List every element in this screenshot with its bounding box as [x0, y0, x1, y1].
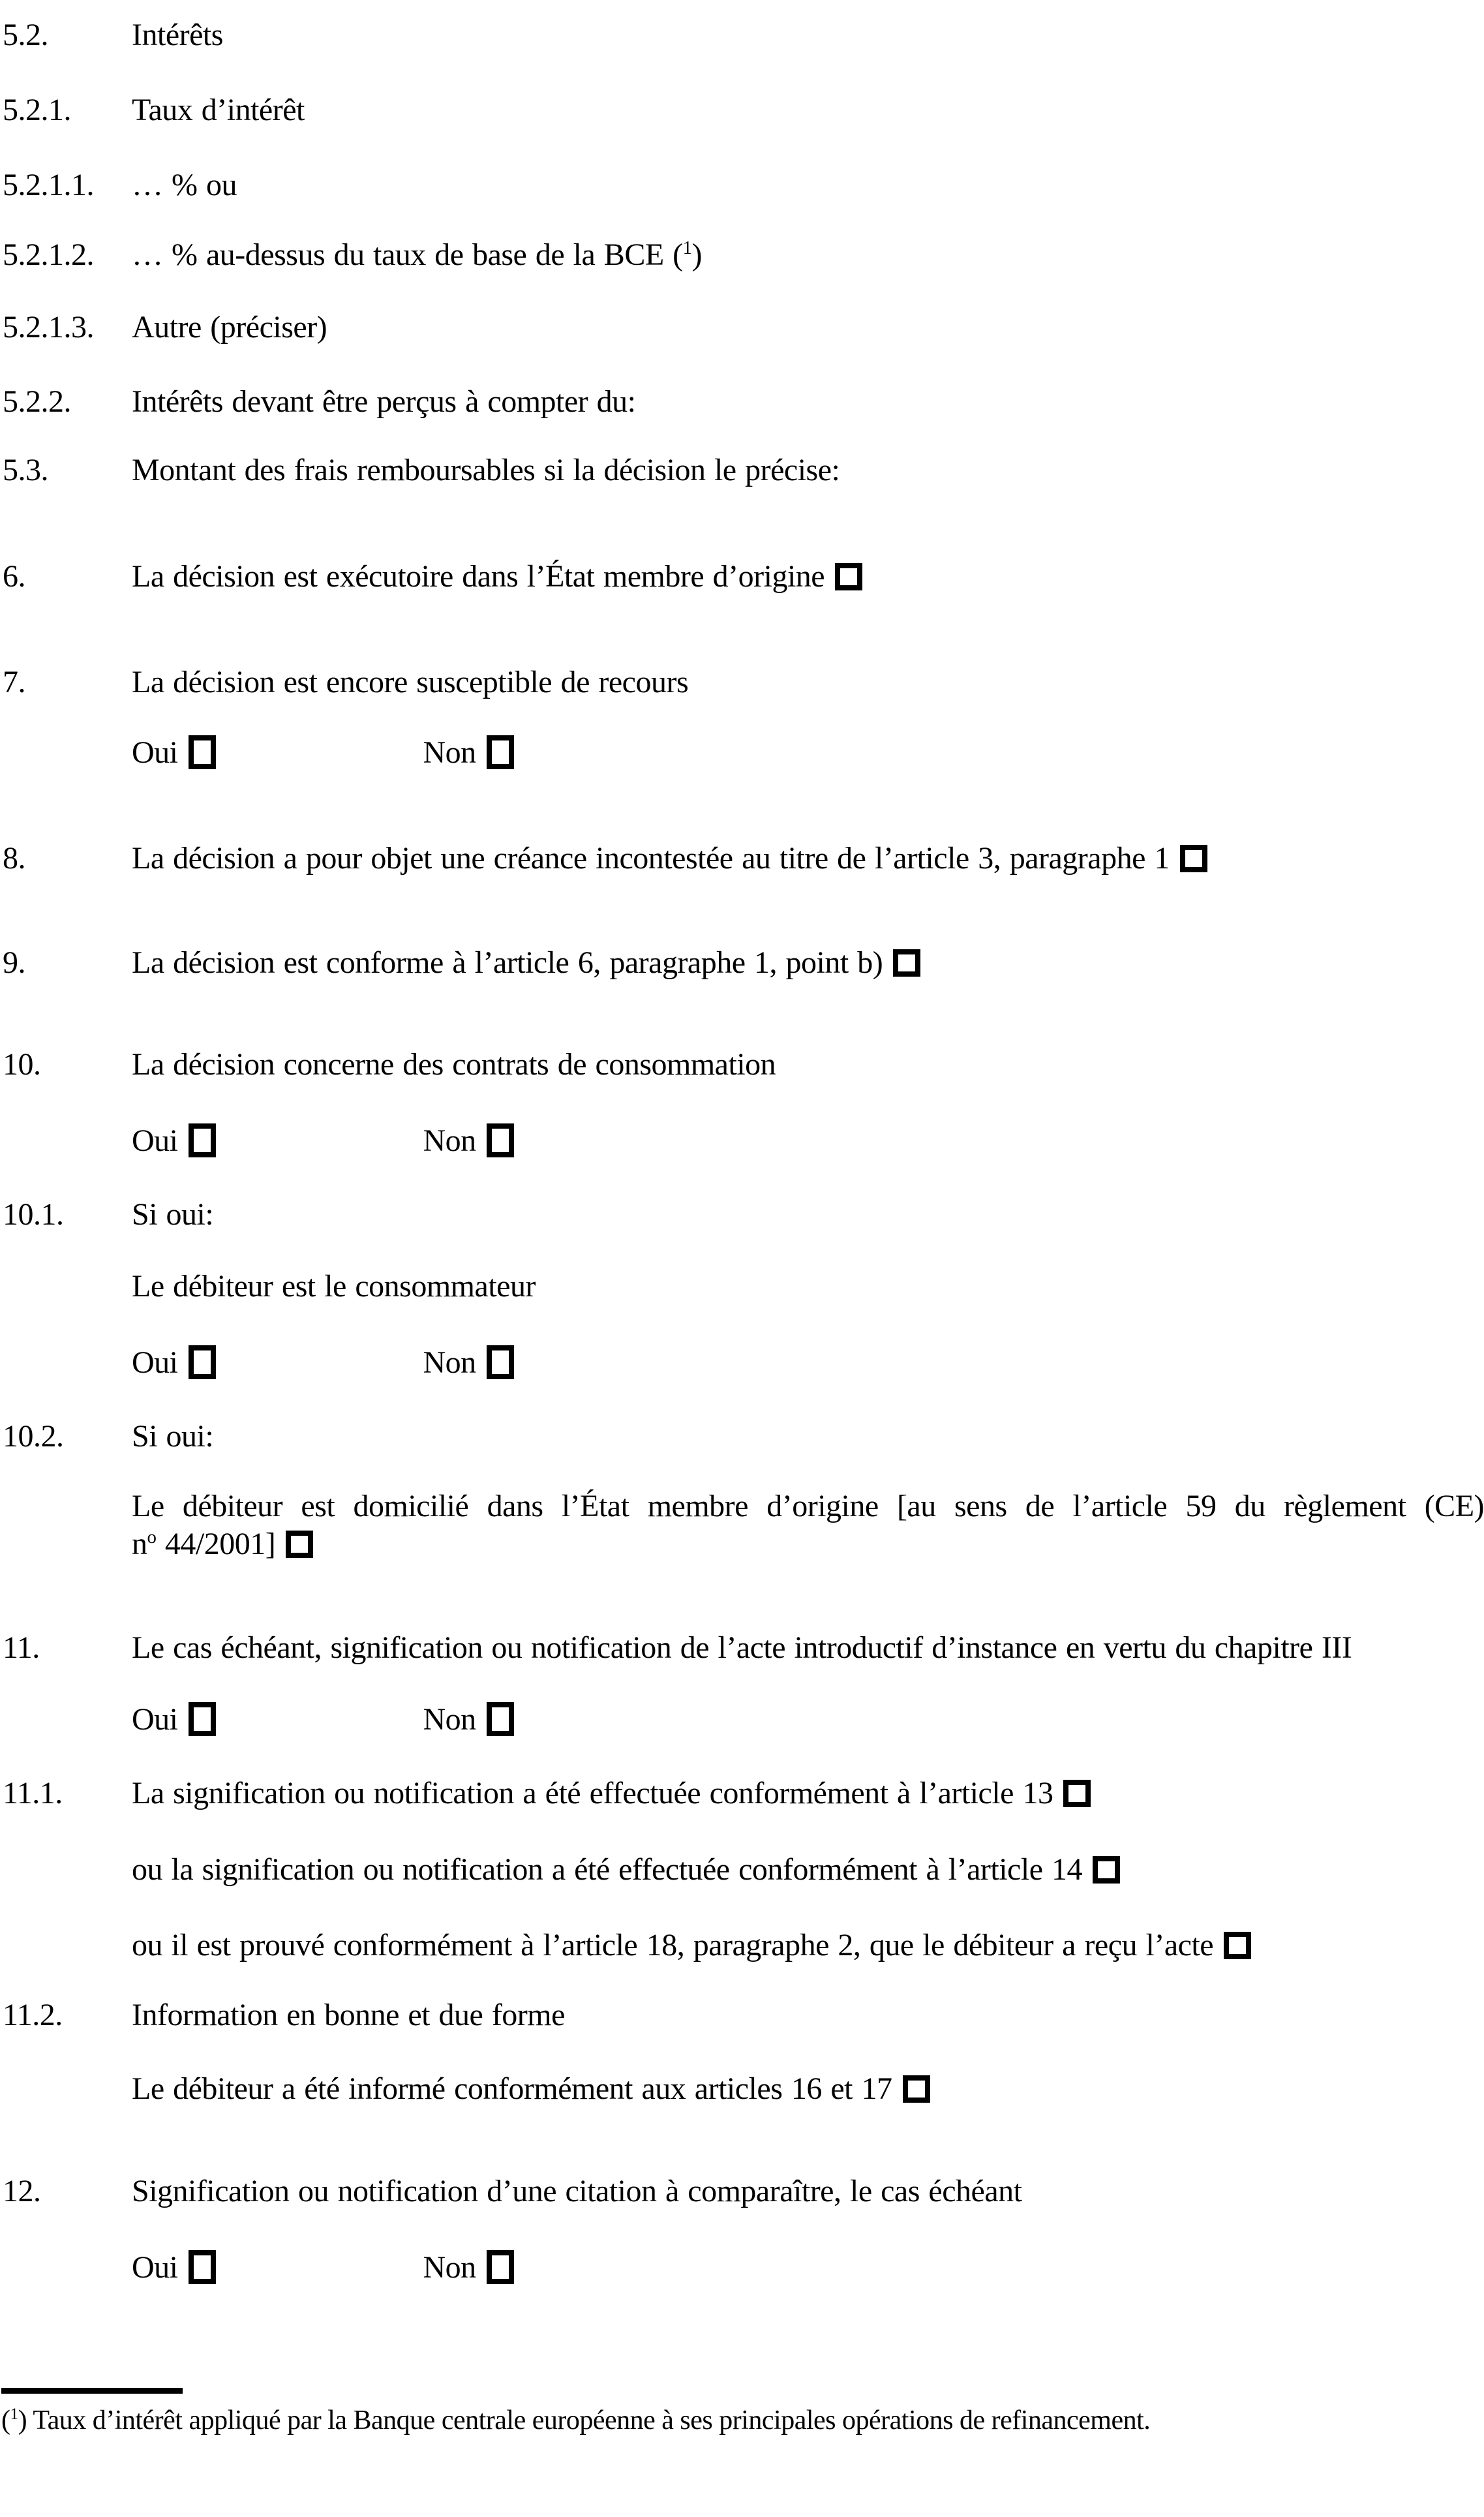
- item-number: 5.2.1.3.: [3, 310, 94, 344]
- no-label: Non: [423, 1345, 476, 1380]
- item-number: 8.: [3, 841, 25, 876]
- no-checkbox[interactable]: [487, 1345, 514, 1379]
- no-label: Non: [423, 2250, 476, 2285]
- item-text: La signification ou notification a été effectuée conformément à l’article 13: [132, 1776, 1053, 1810]
- item-text-wrap: [132, 1196, 1484, 1234]
- yes-no-wrap: [132, 1344, 1484, 1382]
- no-label: Non: [423, 735, 476, 770]
- form-row: [0, 558, 1484, 596]
- item-text: Le débiteur est domicilié dans l’État membre d’origine [au sens de l’article 59 du règlement (CE): [132, 1489, 1484, 1523]
- checkbox[interactable]: [903, 2075, 930, 2103]
- footnote-marker-close: ): [18, 2405, 27, 2435]
- checkbox[interactable]: [893, 949, 920, 977]
- footnote-superscript: 1: [10, 2405, 18, 2423]
- item-number: 12.: [3, 2174, 41, 2208]
- item-text-wrap: [132, 1927, 1484, 1964]
- footnote-text: Taux d’intérêt appliqué par la Banque centrale européenne à ses principales opérations de refinancement.: [33, 2405, 1151, 2435]
- item-number: 7.: [3, 665, 25, 699]
- form-row: [0, 944, 1484, 982]
- footnote: [1, 2403, 1371, 2437]
- item-text-wrap: [132, 1996, 1484, 2034]
- item-text-wrap: [132, 2070, 1484, 2108]
- footnote-marker-open: (: [1, 2405, 10, 2435]
- item-number: 5.2.1.: [3, 93, 71, 127]
- item-text: Si oui:: [132, 1197, 214, 1232]
- item-text: Si oui:: [132, 1419, 214, 1454]
- item-text-wrap: [132, 944, 1484, 982]
- checkbox[interactable]: [286, 1531, 313, 1558]
- yes-no-wrap: [132, 734, 1484, 772]
- yes-label: Oui: [132, 1702, 178, 1737]
- yes-no-row: [0, 2249, 1484, 2287]
- item-number: 5.2.1.1.: [3, 168, 94, 202]
- yes-no-row: [0, 734, 1484, 772]
- form-row: [0, 1196, 1484, 1234]
- item-text-wrap: [132, 236, 1484, 274]
- item-text: La décision est encore susceptible de recours: [132, 665, 689, 699]
- yes-no-wrap: [132, 1122, 1484, 1160]
- item-text-wrap: [132, 1046, 1484, 1084]
- item-text: Le cas échéant, signification ou notification de l’acte introductif d’instance en vertu du chapitre III: [132, 1630, 1352, 1665]
- item-text-tail-wrap: [132, 1527, 313, 1561]
- item-text: Signification ou notification d’une citation à comparaître, le cas échéant: [132, 2174, 1022, 2208]
- form-row: [0, 664, 1484, 701]
- form-row: [0, 236, 1484, 274]
- form-row: [0, 309, 1484, 346]
- yes-label: Oui: [132, 2250, 178, 2285]
- yes-checkbox[interactable]: [189, 1702, 216, 1736]
- form-row: [0, 166, 1484, 204]
- item-text-wrap: [132, 1487, 1484, 1563]
- item-text: … % ou: [132, 168, 237, 202]
- item-text-wrap: [132, 309, 1484, 346]
- item-number: 11.1.: [3, 1776, 63, 1810]
- item-text-post: 44/2001]: [156, 1527, 276, 1561]
- checkbox[interactable]: [1180, 845, 1207, 872]
- item-text-wrap: [132, 1268, 1484, 1305]
- no-checkbox[interactable]: [487, 1123, 514, 1157]
- item-text-wrap: [132, 166, 1484, 204]
- item-text: Intérêts devant être perçus à compter du:: [132, 384, 636, 419]
- item-text-wrap: [132, 1775, 1484, 1812]
- checkbox[interactable]: [1224, 1932, 1251, 1959]
- form-row: [0, 1996, 1484, 2034]
- form-row: [0, 383, 1484, 421]
- superscript: 1: [682, 237, 692, 258]
- yes-no-row: [0, 1701, 1484, 1739]
- item-text: Montant des frais remboursables si la décision le précise:: [132, 453, 840, 487]
- form-row: [0, 1046, 1484, 1084]
- item-text: La décision est conforme à l’article 6, paragraphe 1, point b): [132, 945, 883, 980]
- yes-checkbox[interactable]: [189, 2250, 216, 2284]
- item-number: 5.2.2.: [3, 384, 71, 419]
- form-row: [0, 1629, 1484, 1667]
- item-text-wrap: [132, 664, 1484, 701]
- item-text: La décision a pour objet une créance incontestée au titre de l’article 3, paragraphe 1: [132, 841, 1170, 876]
- yes-no-row: [0, 1122, 1484, 1160]
- form-row: [0, 1268, 1484, 1305]
- yes-checkbox[interactable]: [189, 735, 216, 769]
- yes-no-wrap: [132, 1701, 1484, 1739]
- yes-label: Oui: [132, 1345, 178, 1380]
- item-text-wrap: [132, 383, 1484, 421]
- item-number: 5.2.1.2.: [3, 237, 94, 272]
- superscript: o: [147, 1527, 157, 1548]
- footnote-rule: [1, 2388, 183, 2394]
- item-text: Information en bonne et due forme: [132, 1998, 565, 2032]
- form-row: [0, 1927, 1484, 1964]
- item-number: 10.: [3, 1047, 41, 1082]
- yes-label: Oui: [132, 735, 178, 770]
- item-text: Le débiteur est le consommateur: [132, 1269, 536, 1304]
- item-text-wrap: [132, 16, 1484, 54]
- yes-label: Oui: [132, 1123, 178, 1158]
- item-text-tail: n: [132, 1527, 147, 1561]
- item-text: La décision est exécutoire dans l’État membre d’origine: [132, 559, 825, 594]
- item-text-wrap: [132, 1851, 1484, 1889]
- item-text: ou la signification ou notification a été effectuée conformément à l’article 14: [132, 1852, 1082, 1887]
- item-number: 10.1.: [3, 1197, 64, 1232]
- item-text-wrap: [132, 2173, 1484, 2210]
- form-row: [0, 451, 1484, 489]
- item-text-wrap: [132, 451, 1484, 489]
- form-row: [0, 1775, 1484, 1812]
- yes-no-wrap: [132, 2249, 1484, 2287]
- checkbox[interactable]: [1093, 1856, 1120, 1884]
- form-row: [0, 16, 1484, 54]
- item-number: 5.2.: [3, 18, 48, 52]
- item-number: 5.3.: [3, 453, 48, 487]
- no-label: Non: [423, 1123, 476, 1158]
- form-row: [0, 1851, 1484, 1889]
- yes-checkbox[interactable]: [189, 1345, 216, 1379]
- form-row: [0, 2173, 1484, 2210]
- form-row: [0, 2070, 1484, 2108]
- item-text-wrap: [132, 91, 1484, 129]
- item-text-wrap: [132, 1629, 1484, 1667]
- item-text: Intérêts: [132, 18, 223, 52]
- item-text: ou il est prouvé conformément à l’article 18, paragraphe 2, que le débiteur a reçu l’acte: [132, 1928, 1214, 1962]
- yes-checkbox[interactable]: [189, 1123, 216, 1157]
- no-checkbox[interactable]: [487, 735, 514, 769]
- item-text: Autre (préciser): [132, 310, 327, 344]
- form-row: [0, 1487, 1484, 1563]
- item-text-wrap: [132, 558, 1484, 596]
- no-checkbox[interactable]: [487, 1702, 514, 1736]
- yes-no-row: [0, 1344, 1484, 1382]
- item-text-post: ): [691, 237, 703, 272]
- item-number: 11.: [3, 1630, 40, 1665]
- checkbox[interactable]: [835, 563, 862, 590]
- form-row: [0, 840, 1484, 877]
- form-row: [0, 91, 1484, 129]
- item-text-wrap: [132, 1418, 1484, 1456]
- item-number: 10.2.: [3, 1419, 64, 1454]
- checkbox[interactable]: [1063, 1780, 1091, 1807]
- item-number: 11.2.: [3, 1998, 63, 2032]
- form-row: [0, 1418, 1484, 1456]
- no-label: Non: [423, 1702, 476, 1737]
- item-text: La décision concerne des contrats de consommation: [132, 1047, 776, 1082]
- item-text: Le débiteur a été informé conformément aux articles 16 et 17: [132, 2071, 892, 2106]
- item-text: Taux d’intérêt: [132, 93, 305, 127]
- item-number: 9.: [3, 945, 25, 980]
- no-checkbox[interactable]: [487, 2250, 514, 2284]
- item-text: … % au-dessus du taux de base de la BCE (: [132, 237, 683, 272]
- item-number: 6.: [3, 559, 25, 594]
- item-text-wrap: [132, 840, 1484, 877]
